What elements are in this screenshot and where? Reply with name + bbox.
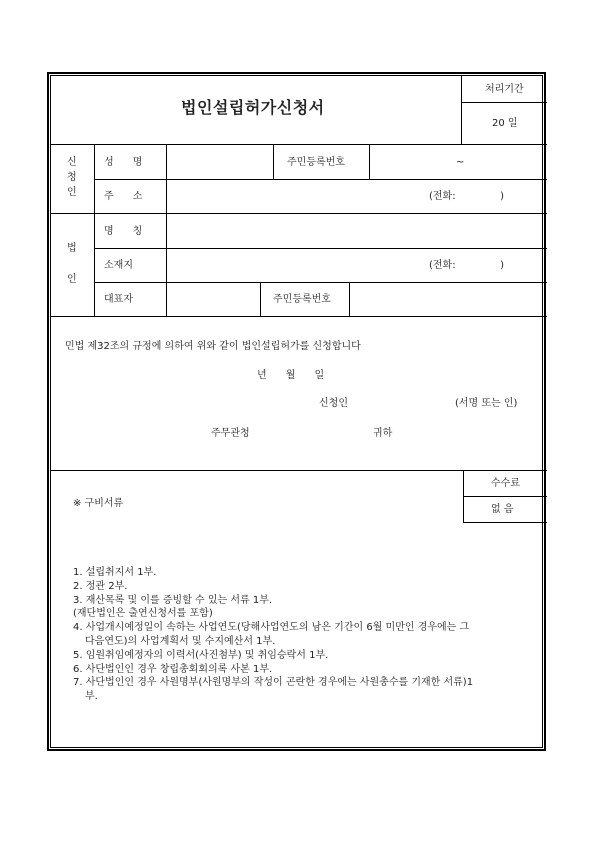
cell-divider <box>349 282 350 316</box>
fee-label: 수수료 <box>491 478 520 489</box>
processing-period-label: 처리기간 <box>485 84 524 95</box>
cell-divider <box>260 282 261 316</box>
row-line <box>51 470 547 471</box>
corporation-group-label-1: 법 <box>67 243 77 254</box>
representative-id-label: 주민등록번호 <box>273 294 331 305</box>
form-inner-border <box>50 75 543 748</box>
application-date: 년 월 일 <box>257 370 325 381</box>
representative-label: 대표자 <box>104 294 133 305</box>
corporation-location-label: 소재지 <box>104 260 133 271</box>
fee-bottom <box>463 522 547 523</box>
applicant-phone-label: (전화: ) <box>429 191 504 202</box>
form-title: 법인설립허가신청서 <box>181 98 325 117</box>
row-line <box>51 316 547 317</box>
applicant-name-label: 성 명 <box>104 157 143 168</box>
applicant-group-label-1: 신 <box>67 157 77 168</box>
row-line <box>51 213 547 214</box>
cell-divider <box>369 144 370 179</box>
required-documents-label: ※ 구비서류 <box>73 498 124 509</box>
list-item: 5. 임원취임예정자의 이력서(사진첨부) 및 취임승락서 1부. <box>73 649 329 661</box>
required-documents-list <box>73 566 539 704</box>
cell-divider <box>273 144 274 179</box>
corporation-phone-label: (전화: ) <box>429 260 504 271</box>
list-item: (재단법인은 출연신청서를 포함) <box>73 608 213 620</box>
application-form <box>47 72 546 751</box>
fee-value: 없 음 <box>491 504 514 515</box>
list-item: 3. 재산목록 및 이를 증빙할 수 있는 서류 1부. <box>73 594 273 606</box>
row-line <box>94 282 547 283</box>
applicant-id-label: 주민등록번호 <box>287 157 345 168</box>
list-item: 4. 사업개시예정일이 속하는 사업연도(당해사업연도의 남은 기간이 6월 미만인 경우에는 그 <box>73 622 470 634</box>
corporation-group-label-2: 인 <box>67 274 77 285</box>
list-item: 7. 사단법인인 경우 사원명부(사원명부의 작성이 곤란한 경우에는 사원총수를 기재한 서류)1 <box>73 677 474 689</box>
corporation-name-label: 명 칭 <box>104 226 143 237</box>
list-item: 2. 정관 2부. <box>73 580 128 592</box>
header-divider <box>461 76 462 144</box>
row-line <box>94 179 547 180</box>
row-line <box>51 144 547 145</box>
applicant-address-label: 주 소 <box>104 191 143 202</box>
fee-divider <box>463 496 547 497</box>
processing-divider <box>461 102 547 103</box>
list-item: 다음연도)의 사업계획서 및 수지예산서 1부. <box>85 635 276 647</box>
fee-box-divider <box>463 470 464 522</box>
authority-label: 주무관청 <box>211 428 250 439</box>
list-item: 6. 사단법인인 경우 창립총회회의록 사본 1부. <box>73 663 273 675</box>
list-item: 1. 설립취지서 1부. <box>73 567 157 578</box>
group-label-divider <box>94 144 95 316</box>
sign-or-seal-label: (서명 또는 인) <box>455 398 518 409</box>
applicant-id-separator: ~ <box>456 157 465 168</box>
addressee-label: 귀하 <box>373 428 393 439</box>
processing-period-value: 20 일 <box>492 118 518 129</box>
cell-divider <box>166 179 167 213</box>
statement-text: 민법 제32조의 규정에 의하여 위와 같이 법인설립허가를 신청합니다 <box>65 341 361 352</box>
applicant-group-label-3: 인 <box>67 187 77 198</box>
row-line <box>94 248 547 249</box>
applicant-group-label-2: 청 <box>67 172 77 183</box>
applicant-signature-label: 신청인 <box>319 398 348 409</box>
list-item: 부. <box>85 691 98 703</box>
cell-divider <box>166 144 167 179</box>
cell-divider <box>166 213 167 316</box>
